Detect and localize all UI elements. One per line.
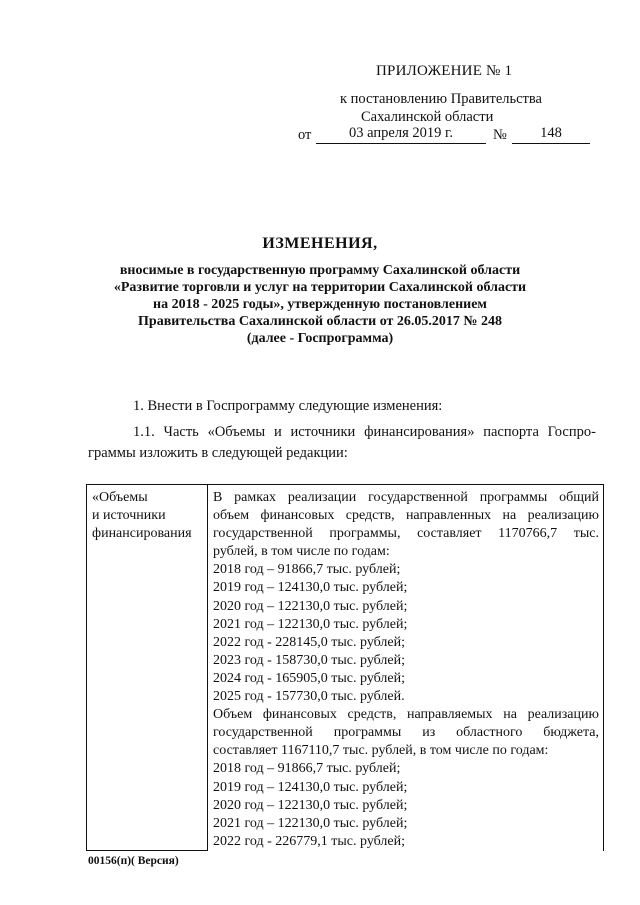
appendix-number: 148 (512, 125, 590, 144)
financing-word: программы (333, 725, 402, 741)
document-subtitle-line: «Развитие торговли и услуг на территории Сахалинской области (113, 280, 527, 295)
financing-table (86, 484, 604, 851)
financing-text-line: 2021 год – 122130,0 тыс. рублей; (213, 815, 408, 831)
financing-word: на (503, 707, 517, 723)
appendix-title: ПРИЛОЖЕНИЕ № 1 (376, 63, 513, 79)
financing-word: направляемых (406, 707, 493, 723)
appendix-resolution-line: к постановлению Правительства (340, 91, 542, 107)
financing-text-line: 2020 год – 122130,0 тыс. рублей; (213, 797, 408, 813)
financing-word: государственной (368, 490, 468, 505)
financing-word: из (422, 725, 436, 741)
paragraph-word: 1.1. (133, 424, 155, 440)
paragraph-word: Госпро- (547, 424, 596, 440)
document-subtitle-line: вносимые в государственную программу Сахалинской области (119, 263, 521, 278)
financing-word: финансовых (260, 508, 335, 524)
paragraph-1: 1. Внести в Госпрограмму следующие изменения: (133, 398, 443, 414)
appendix-date: 03 апреля 2019 г. (316, 125, 486, 144)
financing-word: финансовых (262, 707, 337, 723)
financing-word: государственной (213, 725, 313, 741)
financing-word: реализацию (527, 508, 599, 524)
paragraph-word: источники (290, 424, 356, 440)
financing-word: общий (559, 490, 599, 505)
financing-word: бюджета, (543, 725, 599, 741)
appendix-number-label: № (493, 127, 507, 143)
financing-text-line (213, 706, 599, 724)
financing-word: на (502, 508, 517, 524)
financing-word: средств, (347, 707, 397, 723)
paragraph-1-1-continuation: граммы изложить в следующей редакции: (88, 445, 348, 461)
financing-text-line: 2022 год - 228145,0 тыс. рублей; (213, 634, 406, 650)
financing-text-line (213, 489, 599, 507)
financing-word: направленных (405, 508, 492, 524)
paragraph-word: финансирования» (364, 424, 475, 440)
document-version-code: 00156(п)( Версия) (88, 855, 179, 867)
financing-text-line: рублей, в том числе по годам: (213, 544, 390, 560)
financing-word: рамках (234, 490, 277, 505)
financing-word: реализацию (527, 707, 599, 723)
financing-word: средств, (345, 508, 395, 524)
financing-text-line: 2024 год - 165905,0 тыс. рублей; (213, 670, 406, 686)
financing-text-line (213, 507, 599, 525)
document-subtitle-line: Правительства Сахалинской области от 26.05.2017 № 248 (138, 314, 502, 329)
financing-text-line: 2020 год – 122130,0 тыс. рублей; (213, 598, 408, 614)
financing-content-cell (208, 485, 604, 851)
financing-label-cell (87, 485, 208, 851)
financing-text-line: 2018 год – 91866,7 тыс. рублей; (213, 761, 401, 777)
financing-word: государственной (213, 526, 313, 542)
paragraph-word: паспорта (483, 424, 539, 440)
appendix-from-label: от (298, 127, 312, 143)
financing-word: реализации (287, 490, 357, 505)
financing-text-line: составляет 1167110,7 тыс. рублей, в том числе по годам: (213, 743, 549, 759)
financing-word: объем (213, 508, 250, 524)
financing-label-line: и источники (92, 508, 166, 524)
financing-text-line (213, 525, 599, 543)
financing-word: областного (456, 725, 523, 741)
financing-text-line: 2019 год – 124130,0 тыс. рублей; (213, 779, 408, 795)
financing-word: программы (479, 490, 548, 505)
document-subtitle-line: (далее - Госпрограмма) (246, 331, 394, 346)
document-subtitle-line: на 2018 - 2025 годы», утвержденную постановлением (153, 297, 487, 312)
financing-word: В (213, 490, 223, 505)
financing-text-line: 2025 год - 157730,0 тыс. рублей. (213, 689, 405, 705)
paragraph-word: и (273, 424, 282, 440)
financing-text-line: 2018 год – 91866,7 тыс. рублей; (213, 562, 401, 578)
financing-word: программы, (329, 526, 401, 542)
financing-text-line: 2023 год - 158730,0 тыс. рублей; (213, 652, 406, 668)
financing-text-line: 2022 год - 226779,1 тыс. рублей; (213, 833, 406, 849)
paragraph-word: Часть (163, 424, 199, 440)
paragraph-1-1-line (133, 424, 596, 441)
financing-word: тыс. (573, 526, 599, 542)
financing-text-line: 2019 год – 124130,0 тыс. рублей; (213, 580, 408, 596)
financing-label-line: финансирования (92, 526, 192, 542)
financing-word: Объем (213, 707, 253, 723)
financing-text-line (213, 724, 599, 742)
financing-text-line: 2021 год – 122130,0 тыс. рублей; (213, 616, 408, 632)
financing-word: составляет (417, 526, 482, 542)
table-row (87, 485, 604, 851)
financing-word: 1170766,7 (498, 526, 558, 542)
financing-label-line: «Объемы (92, 490, 148, 505)
appendix-region-line: Сахалинской области (361, 109, 494, 125)
paragraph-word: «Объемы (207, 424, 266, 440)
document-title: ИЗМЕНЕНИЯ, (262, 235, 378, 252)
